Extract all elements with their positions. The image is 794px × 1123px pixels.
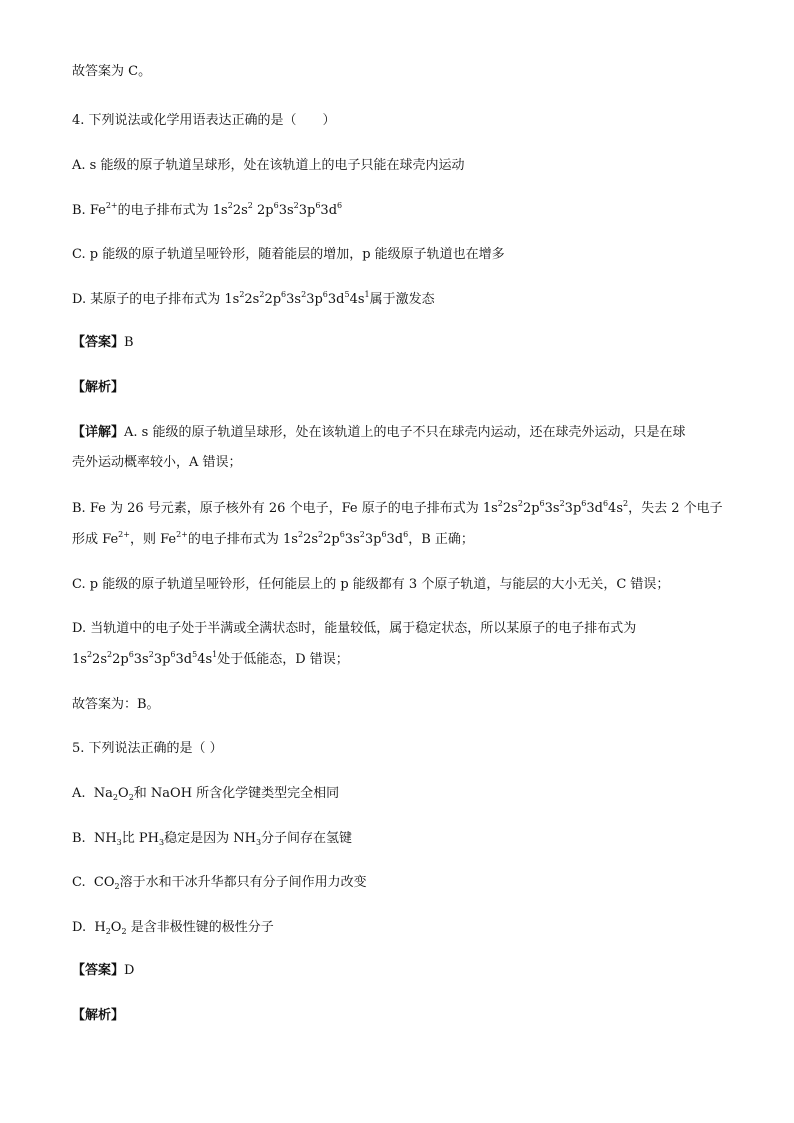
q4-answer — [72, 334, 134, 352]
q5-option-d: D. $H_2O_2$ 是含非极性键的极性分子 — [72, 920, 274, 936]
q4-option-b: B. $Fe^{2+}$的电子排布式为 $1s^22s^2$ $2p^63s^23p^63d^6$ — [72, 201, 343, 218]
q4-detail-b-line1: B. Fe 为 26 号元素，原子核外有 26 个电子，Fe 原子的电子排布式为 $1s^22s^22p^63s^23p^63d^64s^2$，失去 2 个电子 — [72, 499, 723, 516]
detail-tag: 【详解】 — [72, 425, 125, 440]
answer-tag: 【答案】 — [72, 335, 125, 350]
q4-option-a: A. s 能级的原子轨道呈球形，处在该轨道上的电子只能在球壳内运动 — [72, 158, 465, 173]
q4-detail-a-line1: 【详解】A. s 能级的原子轨道呈球形，处在该轨道上的电子不只在球壳内运动，还在球壳外运动，只是在球 — [72, 425, 686, 440]
answer-value: D — [124, 963, 135, 978]
q5-option-c: C. $CO_2$溶于水和干冰升华都只有分子间作用力改变 — [72, 875, 367, 891]
q5-option-b: B. $NH_3$比 $PH_3$稳定是因为 $NH_3$分子间存在氢键 — [72, 831, 353, 847]
q4-detail-d-line1: D. 当轨道中的电子处于半满或全满状态时，能量较低，属于稳定状态，所以某原子的电子排布式为 — [72, 621, 637, 636]
answer-tag: 【答案】 — [72, 963, 125, 978]
q4-detail-b-line2: 形成 $Fe^{2+}$，则 $Fe^{2+}$的电子排布式为 $1s^22s^22p^63s^23p^63d^6$，B 正确； — [72, 530, 474, 547]
q4-conclusion: 故答案为：B。 — [72, 697, 160, 712]
q5-option-a: A. $Na_2O_2$和 NaOH 所含化学键类型完全相同 — [72, 786, 340, 802]
q4-option-c: C. p 能级的原子轨道呈哑铃形，随着能层的增加，p 能级原子轨道也在增多 — [72, 247, 505, 262]
answer-value: B — [124, 335, 134, 350]
q4-detail-d-line2: $1s^22s^22p^63s^23p^63d^54s^1$处于低能态，D 错误； — [72, 650, 349, 667]
q5-stem: 5. 下列说法正确的是（ ） — [72, 741, 223, 756]
q4-detail-c: C. p 能级的原子轨道呈哑铃形，任何能层上的 p 能级都有 3 个原子轨道，与能层的大小无关，C 错误； — [72, 577, 670, 592]
q5-answer — [72, 962, 134, 980]
q4-detail-a-line2: 壳外运动概率较小，A 错误； — [72, 455, 242, 470]
q4-option-d: D. 某原子的电子排布式为 $1s^22s^22p^63s^23p^63d^54s^1$属于激发态 — [72, 290, 435, 307]
q5-analysis-tag: 【解析】 — [72, 1008, 125, 1023]
prev-conclusion: 故答案为 C。 — [72, 64, 152, 79]
q4-analysis-tag: 【解析】 — [72, 380, 125, 395]
q4-stem: 4. 下列说法或化学用语表达正确的是（ ） — [72, 113, 336, 128]
